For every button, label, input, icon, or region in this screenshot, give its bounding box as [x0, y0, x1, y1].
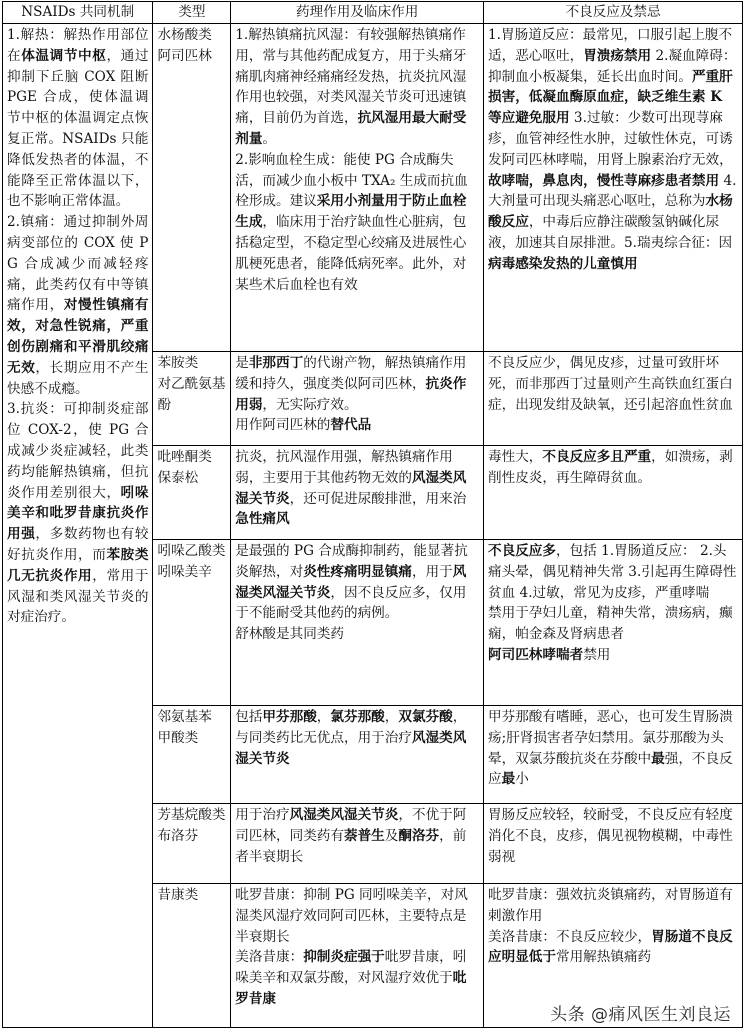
text-run: 的代谢产物，解热镇痛作用缓和持久，强度类似阿司匹林，: [235, 355, 467, 392]
adverse-para: [488, 645, 738, 666]
pharm-para: [235, 353, 479, 415]
pharmacology-cell: [231, 804, 484, 884]
text-run: 常用解热镇痛药: [556, 949, 652, 966]
text-run: 包括: [235, 709, 263, 725]
bold-text: 病毒感染发热的儿童慎用: [488, 255, 638, 272]
bold-text: 采用小剂量用于防止血栓生成: [235, 193, 467, 231]
bold-text: 甲芬那酸: [262, 709, 317, 725]
pharm-para: [235, 885, 479, 947]
text-run: 1.解热镇痛抗风湿：有较强解热镇痛作用，常与其他药配成复方，用于头痛牙痛肌肉痛神经痛痛经发热，抗炎抗风湿作用也较强，对类风湿关节炎可迅速镇痛，目前仍为首选，: [235, 27, 467, 127]
drug-name: 布洛芬: [157, 827, 199, 844]
bold-text: 风湿类风湿关节炎: [235, 563, 467, 601]
bold-text: 抑制炎症强于: [303, 949, 385, 966]
drug-class: 水杨酸类: [157, 27, 212, 43]
text-run: 抗炎，抗风湿作用强，解热镇痛作用弱，主要用于其他药物无效的: [235, 449, 453, 486]
drug-class: 昔康类: [157, 887, 199, 903]
table-row: [3, 24, 743, 352]
drug-class: 苯胺类: [157, 355, 199, 371]
drug-class: 芳基烷酸类: [157, 807, 226, 823]
adverse-cell: [484, 540, 743, 706]
text-run: 2.镇痛：通过抑制外周病变部位的 COX 使 PG 合成减少而减轻疼痛，此类药仅有中等镇痛作用，: [7, 214, 149, 314]
bold-text: 苯胺类几无抗炎作用: [7, 546, 149, 584]
drug-class: 吲哚乙酸类: [157, 543, 226, 559]
text-run: 美洛昔康：不良反应较少，: [488, 928, 652, 945]
text-run: ，常用于风湿和类风湿关节炎的对症治疗。: [7, 567, 149, 626]
text-run: 胃肠反应较轻，较耐受，不良反应有轻度消化不良，皮疹，偶见视物模糊，中毒性弱视: [488, 807, 733, 865]
drug-name: 保泰松: [157, 469, 199, 486]
pharm-para: [235, 707, 479, 769]
text-run: 禁用于孕妇儿童，精神失常，溃疡病，癫痫，帕金森及肾病患者: [488, 605, 733, 643]
common-mechanism-cell: [3, 24, 153, 1028]
bold-text: 替代品: [330, 417, 372, 434]
text-run: 是: [235, 355, 249, 371]
bold-text: 水杨酸反应: [488, 193, 733, 231]
adverse-para: [488, 541, 738, 603]
drug-type-cell: [153, 24, 231, 352]
adverse-para: [488, 927, 738, 969]
text-run: ，通过抑制下丘脑 COX 阻断 PGE 合成，使体温调节中枢的体温调定点恢复正常。NSAIDs 只能降低发热者的体温，不能降至正常体温以下，也不影响正常体温。: [7, 47, 149, 210]
text-run: 2.影响血栓生成：能使 PG 合成酶失活，而减少血小板中 TXA₂ 生成而抗血栓形成。建议: [235, 151, 468, 210]
text-run: ，如溃疡，剥削性皮炎，再生障碍贫血。: [488, 449, 733, 486]
text-run: ，: [316, 709, 331, 725]
nsaids-table: [2, 1, 743, 1028]
text-run: 及: [384, 827, 399, 844]
bold-text: 双氯芬酸: [398, 709, 453, 725]
text-run: 甲芬那酸有嗜睡，恶心，也可发生胃肠溃疡;肝肾损害者孕妇禁用。氯芬那酸为头晕，双氯芬酸抗炎在芬酸中: [488, 709, 733, 767]
pharm-para: [235, 947, 479, 1009]
pharm-para: [235, 805, 479, 867]
pharmacology-cell: [231, 352, 484, 446]
adverse-para: [488, 353, 738, 415]
text-run: ，无实际疗效。: [262, 396, 358, 413]
bold-text: 非那西丁: [248, 355, 304, 371]
bold-text: 急性痛风: [235, 511, 290, 528]
text-run: ，长期应用不产生快感不成瘾。: [7, 359, 149, 397]
pharm-para: [235, 447, 479, 530]
pharmacology-cell: [231, 884, 484, 1028]
adverse-cell: [484, 446, 743, 540]
bold-text: 体温调节中枢: [21, 47, 107, 64]
text-run: 小: [515, 771, 529, 788]
drug-class: 邻氨基苯: [157, 709, 212, 725]
bold-text: 最: [651, 750, 665, 767]
drug-name: 对乙酰氨基酚: [157, 375, 226, 413]
drug-name: 阿司匹林: [157, 47, 212, 64]
adverse-cell: [484, 352, 743, 446]
bold-text: 风湿类风湿关节炎: [289, 807, 399, 823]
bold-text: 吲哚美辛和吡罗昔康抗炎作用强: [7, 484, 149, 543]
header-adverse: 不良反应及禁忌: [484, 2, 743, 24]
text-run: 吡罗昔康，吲哚美辛和双氯芬酸，对风湿疗效优于: [235, 949, 467, 987]
header-pharmacology: 药理作用及临床作用: [231, 2, 484, 24]
text-run: 吡罗昔康：抑制 PG 同吲哚美辛，对风湿类风湿疗效同阿司匹林，主要特点是半衰期长: [235, 887, 468, 945]
header-type: 类型: [153, 2, 231, 24]
drug-class-suffix: 甲酸类: [157, 729, 199, 746]
drug-type-cell: [153, 446, 231, 540]
adverse-cell: [484, 706, 743, 804]
text-run: 毒性大，: [488, 449, 543, 465]
adverse-para: [488, 603, 738, 645]
text-run: ，多数药物也有较好抗炎作用，而: [7, 526, 149, 563]
bold-text: 酮洛芬: [398, 827, 440, 844]
text-run: 是最强的 PG 合成酶抑制药，能显著抗炎解热，对: [235, 543, 468, 580]
bold-text: 严重肝损害，低凝血酶原血症，缺乏维生素 K 等应避免服用: [488, 68, 733, 127]
adverse-para: [488, 805, 738, 867]
watermark: 头条 @痛风医生刘良运: [550, 1005, 731, 1025]
adverse-cell: [484, 804, 743, 884]
mechanism-analgesic: [7, 212, 148, 399]
text-run: ，临床用于治疗缺血性心脏病，包括稳定型，不稳定型心绞痛及进展性心肌梗死患者，能降低病死率。此外，对某些术后血栓也有效: [235, 214, 467, 293]
pharm-para: [235, 25, 479, 150]
text-run: 强，不良反应: [488, 750, 733, 788]
text-run: 舒林酸是其同类药: [235, 626, 344, 643]
bold-text: 故哮喘，鼻息肉，慢性荨麻疹患者禁用: [488, 172, 720, 189]
text-run: ，用于: [411, 563, 453, 580]
text-run: ，前者半衰期长: [235, 827, 467, 865]
bold-text: 不良反应多: [488, 543, 556, 559]
bold-text: 吡罗昔康: [235, 970, 467, 1007]
text-run: 禁用: [583, 646, 611, 663]
pharmacology-cell: [231, 706, 484, 804]
text-run: ，: [384, 709, 399, 725]
drug-type-cell: [153, 540, 231, 706]
bold-text: 炎性疼痛明显镇痛: [303, 563, 412, 580]
adverse-cell: [484, 24, 743, 352]
mechanism-antipyretic: [7, 25, 148, 212]
pharm-para: [235, 415, 479, 436]
text-run: 吡罗昔康：强效抗炎镇痛药，对胃肠道有刺激作用: [488, 887, 733, 924]
text-run: 用于治疗: [235, 807, 290, 823]
drug-type-cell: [153, 884, 231, 1028]
text-run: 美洛昔康：: [235, 949, 304, 966]
drug-type-cell: [153, 804, 231, 884]
bold-text: 抗炎作用弱: [235, 375, 467, 413]
bold-text: 阿司匹林哮喘者: [488, 646, 584, 663]
drug-name: 吲哚美辛: [157, 563, 212, 580]
text-run: ，中毒后应静注碳酸氢钠碱化尿液，加速其自尿排泄。5.瑞夷综合征：因: [488, 214, 733, 251]
adverse-para: [488, 25, 738, 275]
text-run: 1.解热：解热作用部位在: [7, 27, 149, 64]
bold-text: 风湿类风湿关节炎: [235, 729, 467, 767]
pharm-para: [235, 541, 479, 624]
text-run: 1.胃肠道反应：最常见，口服引起上腹不适，恶心呕吐，: [488, 27, 733, 64]
mechanism-anti-inflammatory: [7, 399, 148, 628]
text-run: ，包括 1.胃肠道反应： 2.头痛头晕，偶见精神失常 3.引起再生障碍性贫血 4.过敏，常见为皮疹，严重哮喘: [488, 543, 737, 601]
text-run: 3.过敏：少数可出现荨麻疹，血管神经性水肿，过敏性休克，可诱发阿司匹林哮喘，用肾上腺素治疗无效，: [488, 110, 733, 168]
text-run: 2.凝血障碍：抑制血小板凝集，延长出血时间。: [488, 47, 737, 85]
text-run: 4.大剂量可出现头痛恶心呕吐，总称为: [488, 172, 737, 210]
adverse-para: [488, 885, 738, 927]
drug-type-cell: [153, 706, 231, 804]
pharmacology-cell: [231, 540, 484, 706]
text-run: ，还可促进尿酸排泄，用来治: [289, 490, 467, 507]
bold-text: 对慢性镇痛有效，对急性锐痛，严重创伤剧痛和平滑肌绞痛无效: [7, 297, 149, 376]
bold-text: 胃肠道不良反应明显低于: [488, 928, 733, 966]
text-run: 用作阿司匹林的: [235, 417, 331, 434]
bold-text: 不良反应多且严重: [542, 449, 652, 465]
bold-text: 风湿类风湿关节炎: [235, 469, 467, 507]
adverse-para: [488, 707, 738, 790]
drug-class: 吡唑酮类: [157, 449, 212, 465]
pharm-para: [235, 624, 479, 645]
header-mechanism: NSAIDs 共同机制: [3, 2, 153, 24]
text-run: ，因不良反应多，仅用于不能耐受其他药的病例。: [235, 584, 467, 622]
text-run: ，与同类药比无优点，用于治疗: [235, 709, 467, 746]
text-run: 3.抗炎：可抑制炎症部位 COX-2，使 PG 合成减少炎症减轻，此类药均能解热镇痛，但抗炎作用差别很大，: [7, 401, 149, 501]
adverse-para: [488, 447, 738, 489]
pharmacology-cell: [231, 24, 484, 352]
bold-text: 抗风湿用最大耐受剂量: [235, 110, 467, 147]
bold-text: 氯芬那酸: [330, 709, 385, 725]
text-run: 不良反应少，偶见皮疹，过量可致肝坏死，而非那西丁过量则产生高铁血红蛋白症，出现发绀及缺氧，还引起溶血性贫血: [488, 355, 733, 413]
bold-text: 胃溃疡禁用: [583, 47, 652, 64]
pharmacology-cell: [231, 446, 484, 540]
text-run: ，不优于阿司匹林，同类药有: [235, 807, 467, 844]
text-run: 。: [262, 130, 277, 147]
pharm-para: [235, 150, 479, 296]
drug-type-cell: [153, 352, 231, 446]
bold-text: 最: [501, 771, 516, 788]
header-row: [3, 2, 743, 24]
bold-text: 萘普生: [343, 827, 385, 844]
